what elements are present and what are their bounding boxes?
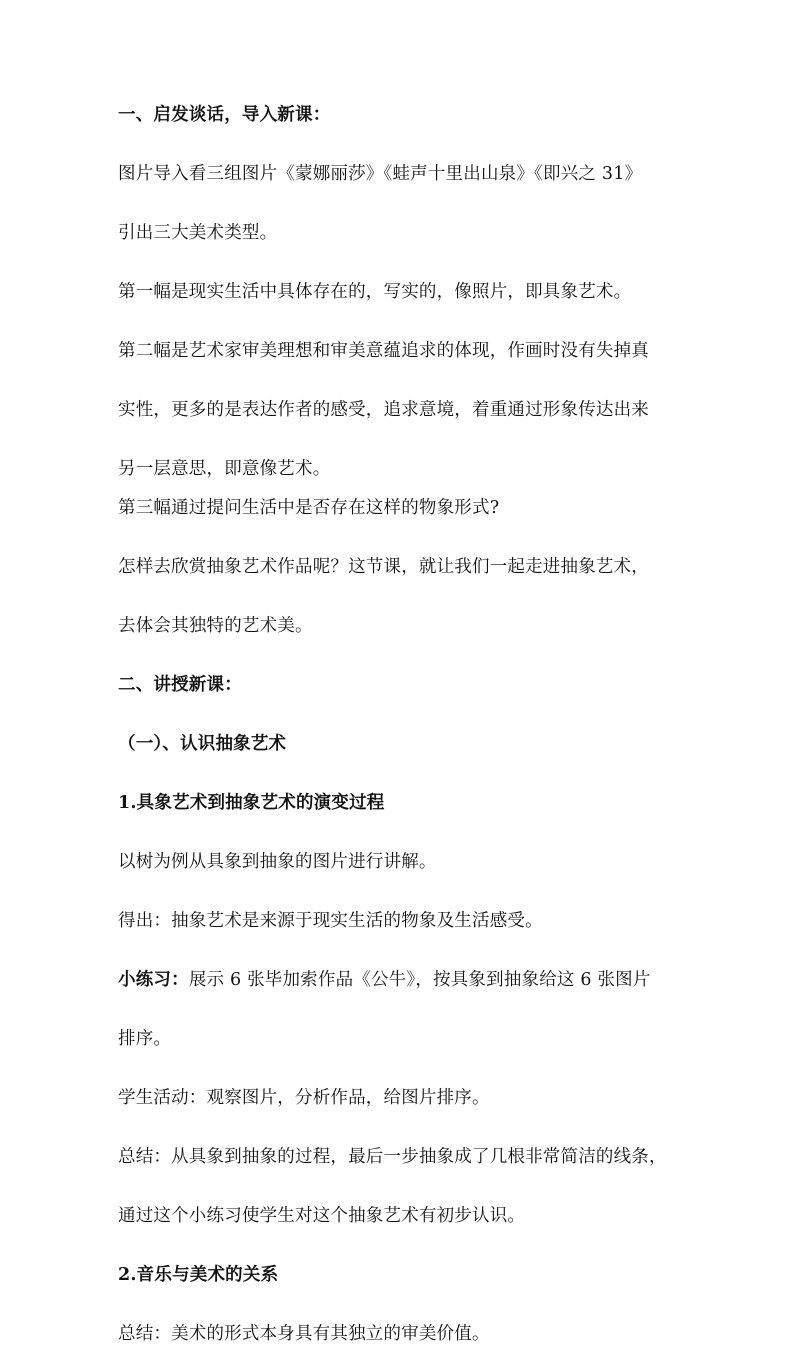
- paragraph-line: 第二幅是艺术家审美理想和审美意蕴追求的体现，作画时没有失掉真: [118, 341, 649, 361]
- paragraph-line: 实性，更多的是表达作者的感受，追求意境，着重通过形象传达出来: [118, 400, 649, 420]
- exercise-text: 展示 6 张毕加索作品《公牛》，按具象到抽象给这 6 张图片: [188, 970, 651, 990]
- paragraph-line: 去体会其独特的艺术美。: [118, 616, 313, 636]
- exercise-line: [118, 969, 688, 991]
- exercise-label: 小练习：: [118, 970, 189, 990]
- paragraph-line: 通过这个小练习使学生对这个抽象艺术有初步认识。: [118, 1206, 526, 1226]
- subsection-title-1: 1.具象艺术到抽象艺术的演变过程: [118, 793, 385, 813]
- section-heading-2: 二、讲授新课：: [118, 675, 242, 695]
- subsection-title-2: 2.音乐与美术的关系: [118, 1265, 279, 1285]
- paragraph-line: 另一层意思，即意像艺术。: [118, 459, 331, 479]
- section-heading-1: 一、启发谈话，导入新课：: [118, 105, 331, 125]
- paragraph-line: 图片导入看三组图片《蒙娜丽莎》《蛙声十里出山泉》《即兴之 31》: [118, 164, 643, 184]
- paragraph-line: 第三幅通过提问生活中是否存在这样的物象形式?: [118, 498, 500, 518]
- subsection-heading: （一）、认识抽象艺术: [118, 734, 287, 754]
- paragraph-line: 以树为例从具象到抽象的图片进行讲解。: [118, 852, 437, 872]
- paragraph-line: 第一幅是现实生活中具体存在的，写实的，像照片，即具象艺术。: [118, 282, 632, 302]
- paragraph-line: 得出：抽象艺术是来源于现实生活的物象及生活感受。: [118, 911, 543, 931]
- paragraph-line: 总结：美术的形式本身具有其独立的审美价值。: [118, 1324, 490, 1344]
- paragraph-line: 总结：从具象到抽象的过程，最后一步抽象成了几根非常简洁的线条，: [118, 1147, 667, 1167]
- paragraph-line: 学生活动：观察图片，分析作品，给图片排序。: [118, 1088, 490, 1108]
- document-body: [118, 104, 688, 1345]
- paragraph-line: 排序。: [118, 1029, 172, 1049]
- paragraph-line: 引出三大美术类型。: [118, 223, 278, 243]
- paragraph-line: 怎样去欣赏抽象艺术作品呢？这节课，就让我们一起走进抽象艺术，: [118, 557, 649, 577]
